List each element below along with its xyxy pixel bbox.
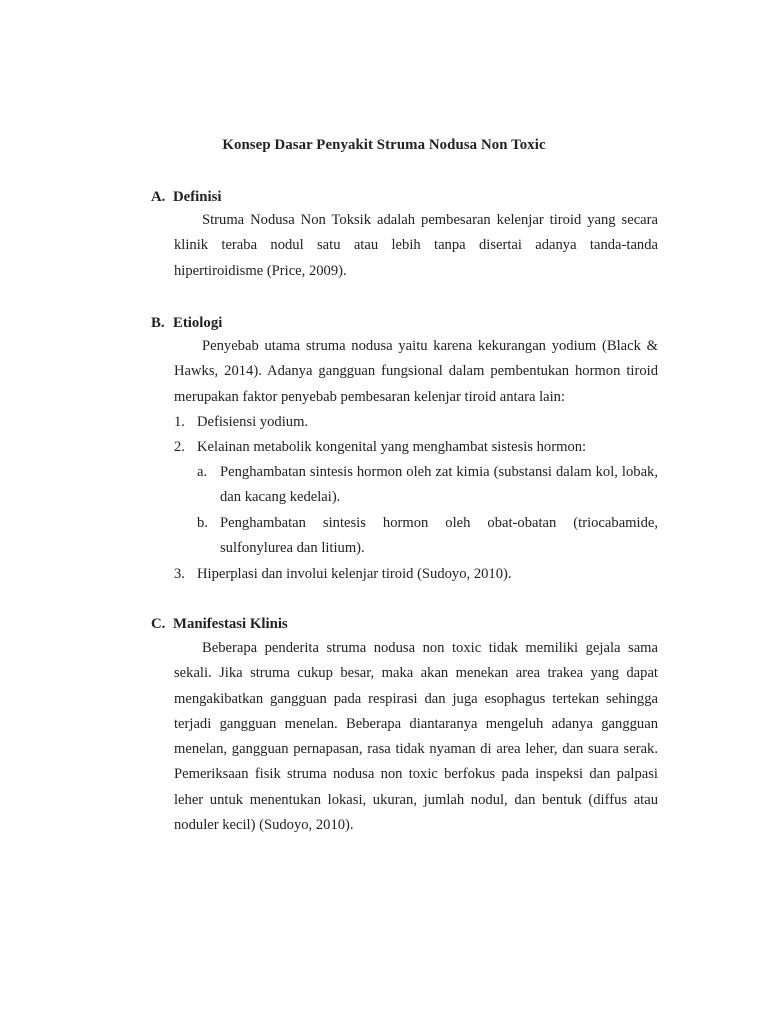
sub-list-text: Penghambatan sintesis hormon oleh obat-obatan (triocabamide, sulfonylurea dan litium). — [220, 515, 658, 557]
sub-list-letter: a. — [197, 464, 208, 480]
section-paragraph-definisi: Struma Nodusa Non Toksik adalah pembesaran kelenjar tiroid yang secara klinik teraba nodul satu atau lebih tanpa disertai adanya tanda-tanda hipertiroidisme (Price, 2009). — [174, 212, 658, 279]
list-text: Hiperplasi dan involui kelenjar tiroid (Sudoyo, 2010). — [197, 566, 512, 582]
list-number: 3. — [174, 566, 185, 582]
list-number: 2. — [174, 439, 185, 455]
list-number: 1. — [174, 414, 185, 430]
section-heading-etiologi — [151, 315, 222, 332]
section-label: B. — [151, 315, 165, 331]
document-title: Konsep Dasar Penyakit Struma Nodusa Non Toxic — [222, 137, 546, 153]
section-heading-definisi — [151, 189, 222, 206]
section-heading-manifestasi-klinis — [151, 616, 288, 633]
sub-list-letter: b. — [197, 515, 208, 531]
list-text: Defisiensi yodium. — [197, 414, 309, 430]
section-paragraph-etiologi: Penyebab utama struma nodusa yaitu karena kekurangan yodium (Black & Hawks, 2014). Adanya gangguan fungsional dalam pembentukan hormon tiroid merupakan faktor penyebab pembesaran kelenjar tiroid antara lain: — [174, 338, 658, 405]
section-title: Manifestasi Klinis — [173, 616, 288, 632]
section-paragraph-manifestasi-klinis: Beberapa penderita struma nodusa non toxic tidak memiliki gejala sama sekali. Jika struma cukup besar, maka akan menekan area trakea yang dapat mengakibatkan gangguan pada respirasi dan juga esophagus tertekan sehingga terjadi gangguan menelan. Beberapa diantaranya mengeluh adanya gangguan menelan, gangguan pernapasan, rasa tidak nyaman di area leher, dan suara serak. Pemeriksaan fisik struma nodusa non toxic berfokus pada inspeksi dan palpasi leher untuk menentukan lokasi, ukuran, jumlah nodul, dan bentuk (diffus atau noduler kecil) (Sudoyo, 2010). — [174, 640, 658, 834]
section-title: Etiologi — [173, 315, 223, 331]
sub-list-text: Penghambatan sintesis hormon oleh zat kimia (substansi dalam kol, lobak, dan kacang kedelai). — [220, 464, 658, 506]
section-label: C. — [151, 616, 166, 632]
list-text: Kelainan metabolik kongenital yang menghambat sistesis hormon: — [197, 439, 587, 455]
section-label: A. — [151, 189, 166, 205]
section-title: Definisi — [173, 189, 222, 205]
